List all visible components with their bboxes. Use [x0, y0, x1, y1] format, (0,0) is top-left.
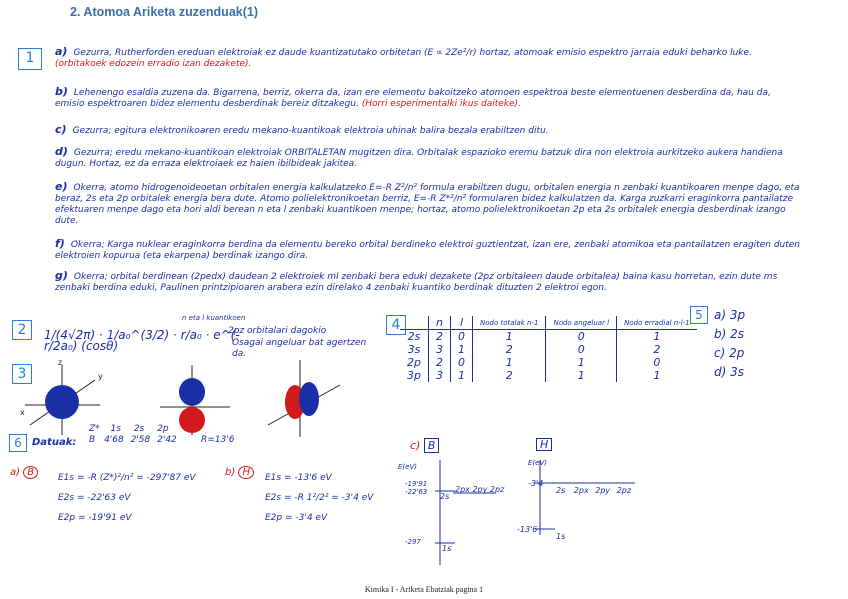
- table-cell: 2: [428, 356, 450, 369]
- e2p-hydrogen: E2p = -3'4 eV: [265, 513, 328, 523]
- exercise-1a-letter: a): [55, 45, 68, 58]
- e2s-hydrogen: E2s = -R 1²/2² = -3'4 eV: [265, 493, 374, 503]
- exercise-4-number: 4: [386, 315, 406, 335]
- diagram-c-label: [410, 440, 439, 451]
- exercise-5-answers: [714, 306, 745, 382]
- h-orbital-2s: 2s: [556, 486, 566, 495]
- axis-x-label: x: [20, 408, 25, 417]
- b-orbital-1s: 1s: [442, 544, 452, 553]
- page-footer: Kimika I - Ariketa Ebatziak pagina 1: [364, 585, 484, 594]
- table-cell: 0: [653, 356, 661, 369]
- e2s-boron: E2s = -22'63 eV: [58, 493, 131, 503]
- px-orbital-sketch: [268, 360, 340, 437]
- part-b-atom: H: [238, 466, 254, 479]
- table-header-cell: Nodo totalak n-1: [472, 316, 545, 330]
- answer-c: c) 2p: [714, 346, 745, 360]
- table-header-cell: Nodo erradial n-l-1: [617, 316, 697, 330]
- part-b-label: [225, 467, 254, 478]
- h-level-2: -3'4: [528, 479, 544, 488]
- exercise-1g: [55, 270, 800, 294]
- diagram-axis-label-b: E(eV): [398, 463, 417, 471]
- exercise-1f-text: Okerra; Karga nuklear eraginkorra berdina da elementu bereko orbital berdineko elektroi guztientzat, izan ere, zenbaki atomikoa eta pantailatzen eragiten duten elektroien kopurua (eta ekarpena) berdinak izango dira.: [55, 240, 801, 261]
- exercise-1e: [55, 181, 800, 227]
- table-cell: 1: [450, 343, 472, 356]
- b-orbitals-2p: [455, 484, 504, 495]
- exercise-1b: [55, 86, 800, 110]
- table-cell: 3: [428, 343, 450, 356]
- table-cell: 1: [472, 356, 545, 369]
- data-table: [89, 424, 201, 446]
- h-orbital-2px: 2px: [573, 486, 589, 495]
- table-header-row: [400, 316, 697, 330]
- exercise-1g-text: Okerra; orbital berdinean (2pedx) daudean 2 elektroiek ml zenbaki bera eduki dezakete (2pz orbitaleen daude orbitalea) baina kasu horretan, ezin dute ms zenbaki berdina eduki, Paulinen printzipioaren arabera ezin direlako 4 zenbaki kuantiko berdinak dituzten 2 elektroi egon.: [55, 272, 778, 293]
- table-cell: 3: [428, 369, 450, 382]
- col-2p: 2p: [157, 424, 169, 434]
- exercise-1e-letter: e): [55, 180, 68, 193]
- part-a-energies: [58, 468, 218, 528]
- diagram-c-letter: c): [410, 439, 421, 452]
- part-a-label: [10, 467, 38, 478]
- col-2s: 2s: [133, 424, 145, 434]
- row-b-label: B: [89, 435, 96, 445]
- exercise-1d: [55, 146, 800, 170]
- orbital-note: 2pz orbitalari dagokio: [228, 326, 327, 336]
- b-level-2s: -22'63: [405, 488, 428, 496]
- table-header-cell: l: [450, 316, 472, 330]
- table-cell: 1: [546, 356, 617, 369]
- table-cell: 1: [450, 369, 472, 382]
- diagram-h-atom: H: [536, 438, 552, 451]
- b-orbital-2s: 2s: [440, 492, 450, 501]
- b-orbital-2px: 2px: [455, 485, 470, 494]
- exercise-1f: [55, 238, 800, 262]
- table-cell: 2p: [400, 356, 428, 369]
- table-cell: 2: [653, 343, 661, 356]
- exercise-1c-letter: c): [55, 123, 67, 136]
- table-header-cell: n: [428, 316, 450, 330]
- table-cell: 1: [653, 369, 661, 382]
- wave-function-formula: 1/(4√2π) · 1/a₀^(3/2) · r/a₀ · e^(-r/2a₀) (cosθ): [44, 328, 240, 353]
- exercise-1b-text: Lehenengo esaldia zuzena da. Bigarrena, berriz, okerra da, izan ere elementu bakoitzeko atomoen espektroa beste elementuenen desberdina da, hau da, emisio espektroaren bidez elementu desberdinak bereiz ditzakegu.: [55, 88, 771, 109]
- diagram-c-atom: B: [424, 438, 440, 453]
- table-cell: 0: [450, 356, 472, 369]
- exercise-1b-note: (Horri esperimentalki ikus daiteke).: [361, 99, 521, 109]
- exercise-1e-text: Okerra, atomo hidrogenoideoetan orbitalen energia kalkulatzeko E=-R Z²/n² formula erabiltzen dugu, orbitalen energia n zenbaki kuantikoaren menpe dago, eta beraz, 2s eta 2p orbitalek energia bera dute. Atomo polielektronikoetan berriz, E=-R Z*²/n² formularen bidez kalkulatzen da. Karga zuzkarri eraginkorra pantailatze efektuaren menpe dago eta hori aldi berean n eta l zenbaki kuantikoen menpe; hortaz, atomo polielektronikoetan 2p eta 2s orbitalek energia desberdinak izango dute.: [55, 183, 800, 226]
- table-cell: 0: [546, 330, 617, 344]
- table-header-cell: [400, 316, 428, 330]
- exercise-1c: [55, 124, 800, 137]
- exercise-1a: [55, 46, 800, 70]
- table-cell: 1: [472, 330, 545, 344]
- table-cell: 3p: [400, 369, 428, 382]
- table-cell: 2: [472, 369, 545, 382]
- b-orbital-2pz: 2pz: [489, 485, 505, 494]
- h-level-1: -13'6: [517, 525, 538, 534]
- table-row: [400, 356, 697, 369]
- table-cell: 1: [653, 330, 661, 343]
- table-cell: 1: [546, 369, 617, 382]
- axis-y-label: y: [98, 372, 103, 381]
- h-orbital-2pz: 2pz: [616, 486, 632, 495]
- table-cell: 0: [546, 343, 617, 356]
- answer-a: a) 3p: [714, 308, 746, 322]
- table-cell: 2: [472, 343, 545, 356]
- e1s-hydrogen: E1s = -13'6 eV: [265, 473, 332, 483]
- table-row: [400, 343, 697, 356]
- exercise-2-number: 2: [12, 320, 32, 340]
- e1s-boron: E1s = -R (Z*)²/n² = -297'87 eV: [58, 473, 196, 483]
- exercise-1b-letter: b): [55, 85, 68, 98]
- exercise-1c-text: Gezurra; egitura elektronikoaren eredu mekano-kuantikoak elektroia uhinak balira bezala erabiltzen ditu.: [72, 126, 549, 136]
- exercise-6-number: 6: [9, 434, 27, 452]
- h-orbital-2py: 2py: [595, 486, 611, 495]
- answer-b: b) 2s: [714, 327, 744, 341]
- exercise-1d-text: Gezurra; eredu mekano-kuantikoan elektroiak ORBITALETAN mugitzen dira. Orbitalak espazioko eremu batzuk dira non elektroia aurkitzeko aukera handiena dugun. Hortaz, ez da erraza elektroiaek ez haien ibilbideak jakitea.: [55, 148, 783, 169]
- part-b-energies: [265, 468, 395, 528]
- angular-note: Osagai angeluar bat agertzen da.: [232, 338, 367, 359]
- exercise-3-number: 3: [12, 364, 32, 384]
- exercise-1d-letter: d): [55, 145, 68, 158]
- part-a-letter: a): [10, 467, 21, 478]
- table-cell: 2: [428, 330, 450, 344]
- exercise-5-number: 5: [690, 306, 708, 324]
- rydberg-value: R=13'6: [201, 435, 235, 445]
- b-level-2p: -19'91: [405, 480, 428, 488]
- part-b-letter: b): [225, 467, 236, 478]
- h-orbitals-n2: [556, 485, 631, 496]
- page-title: 2. Atomoa Ariketa zuzenduak(1): [70, 5, 259, 19]
- table-cell: 2s: [400, 330, 428, 344]
- e2p-boron: E2p = -19'91 eV: [58, 513, 132, 523]
- b-1s: 4'68: [104, 435, 124, 445]
- b-level-values: [405, 480, 427, 496]
- exercise-1-number: 1: [18, 48, 42, 70]
- quantum-numbers-note: n eta l kuantikoen: [182, 314, 246, 322]
- b-level-1s: -297: [405, 538, 421, 546]
- answer-d: d) 3s: [714, 365, 744, 379]
- table-header-cell: Nodo angeluar l: [546, 316, 617, 330]
- exercise-1a-note: (orbitakoek edozein erradio izan dezakete).: [55, 59, 252, 69]
- exercise-1a-text: Gezurra, Rutherforden ereduan elektroiak ez daude kuantizatutako orbitetan (E ∝ 2Ze²/r) hortaz, atomoak emisio espektro jarraia eduki beharko luke.: [73, 48, 752, 58]
- diagram-axis-label-h: E(eV): [528, 459, 547, 467]
- b-orbital-2py: 2py: [472, 485, 488, 494]
- exercise-1g-letter: g): [55, 269, 68, 282]
- b-2s: 2'58: [130, 435, 151, 445]
- energy-level-diagrams: [395, 455, 665, 570]
- table-row: [400, 369, 697, 382]
- exercise-1f-letter: f): [55, 237, 65, 250]
- table-row: [400, 330, 697, 344]
- col-1s: 1s: [110, 424, 121, 434]
- h-orbital-1s: 1s: [556, 532, 566, 541]
- table-cell: 3s: [400, 343, 428, 356]
- part-a-atom: B: [23, 466, 38, 479]
- data-label: Datuak:: [32, 437, 77, 448]
- table-cell: 0: [450, 330, 472, 344]
- axis-z-label: z: [58, 358, 63, 367]
- nodes-table: [400, 316, 697, 382]
- zstar-label: Z*: [89, 424, 100, 434]
- b-2p: 2'42: [157, 435, 177, 445]
